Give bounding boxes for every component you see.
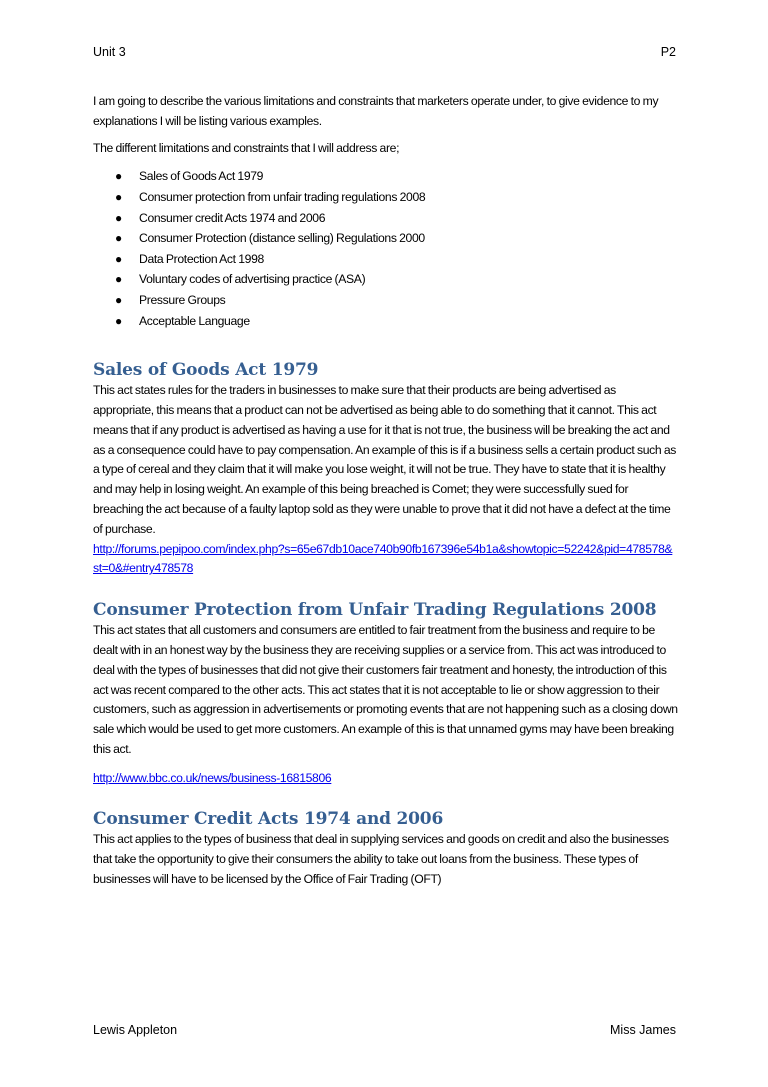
bbc-news-link[interactable]: http://www.bbc.co.uk/news/business-16815806 (93, 770, 332, 785)
bullet-icon: ● (115, 251, 122, 266)
intro-paragraph: I am going to describe the various limitations and constraints that marketers operate under, to give evidence to my explanations I will be listing various examples. (93, 94, 659, 128)
list-item: ● Consumer protection from unfair trading regulations 2008 (93, 187, 678, 208)
pepipoo-forum-link[interactable]: http://forums.pepipoo.com/index.php?s=65e67db10ace740b90fb167396e54b1a&showtopic=52242&pid=478578&st=0&#entry478578 (93, 541, 673, 576)
list-item: ● Consumer credit Acts 1974 and 2006 (93, 208, 678, 229)
sales-of-goods-body: This act states rules for the traders in businesses to make sure that their products are being advertised as appropriate, this means that a product can not be advertised as being able to do something that it cannot. This act means that if any product is advertised as having a use for it that is not true, the business will be breaking the act and as a consequence could have to pay compensation. An example of this is if a business sells a certain product such as a type of cereal and they claim that it will make you lose weight, it will not be true. They have to state that it is healthy and may help in losing weight. An example of this being breached is Comet; they were successfully sued for breaching the act because of a faulty laptop sold as they were unable to prove that it did not have a defect at the time of purchase. (93, 383, 677, 536)
bullet-icon: ● (115, 169, 122, 184)
heading-consumer-credit: Consumer Credit Acts 1974 and 2006 (93, 809, 444, 830)
bullet-icon: ● (115, 231, 122, 246)
footer-author: Lewis Appleton (93, 1023, 178, 1037)
page-header (93, 45, 676, 59)
list-item: ● Voluntary codes of advertising practice (ASA) (93, 269, 678, 290)
list-item: ● Sales of Goods Act 1979 (93, 166, 678, 187)
bullet-icon: ● (115, 189, 122, 204)
bullet-icon: ● (115, 292, 122, 307)
consumer-protection-body: This act states that all customers and consumers are entitled to fair treatment from the business and require to be dealt with in an honest way by the business they are receiving supplies or a service from. This act was introduced to deal with the types of businesses that did not give their customers fair treatment and honesty, the introduction of this act was recent compared to the other acts. This act states that it is not acceptable to lie or show aggression to their customers, such as aggression in advertisements or promoting events that are not happening such as a closing down sale which would be used to get more customers. An example of this is that unnamed gyms may have been breaking this act. (93, 623, 678, 756)
consumer-protection-source (93, 769, 678, 789)
sales-of-goods-source (93, 540, 678, 580)
heading-consumer-protection: Consumer Protection from Unfair Trading Regulations 2008 (93, 600, 657, 621)
bullet-icon: ● (115, 210, 122, 225)
document-body (93, 92, 678, 890)
list-item: ● Consumer Protection (distance selling) Regulations 2000 (93, 228, 678, 249)
heading-sales-of-goods: Sales of Goods Act 1979 (93, 360, 319, 381)
bullet-icon: ● (115, 272, 122, 287)
page-footer (93, 1023, 676, 1037)
footer-teacher: Miss James (610, 1023, 676, 1037)
constraints-list (93, 166, 678, 331)
list-item: ● Data Protection Act 1998 (93, 249, 678, 270)
header-unit: Unit 3 (93, 45, 126, 59)
header-page-label: P2 (660, 45, 676, 59)
consumer-credit-body: This act applies to the types of business that deal in supplying services and goods on credit and also the businesses that take the opportunity to give their consumers the ability to take out loans from the business. These types of businesses will have to be licensed by the Office of Fair Trading (OFT) (93, 832, 669, 887)
list-item: ● Acceptable Language (93, 311, 678, 332)
intro-list-lead: The different limitations and constraints that I will address are; (93, 140, 400, 155)
bullet-icon: ● (115, 313, 122, 328)
list-item: ● Pressure Groups (93, 290, 678, 311)
